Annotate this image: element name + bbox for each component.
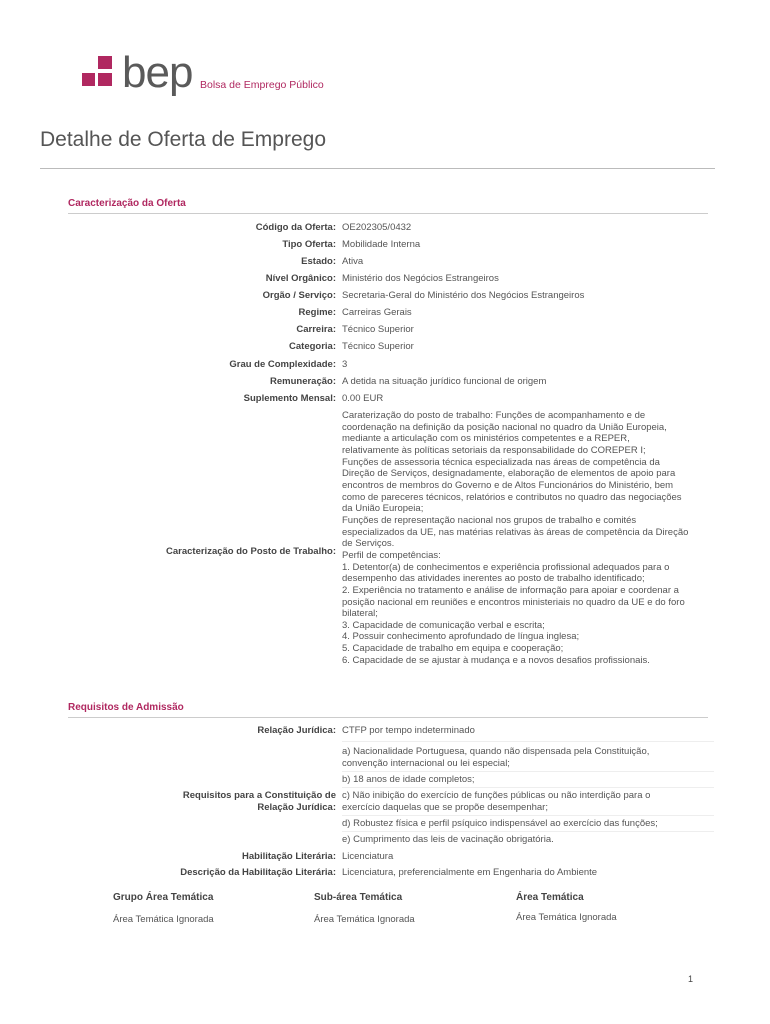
text-line: a) Nacionalidade Portuguesa, quando não dispensada pela Constituição, bbox=[342, 746, 650, 757]
text-line: especializados da UE, nas matérias relativas às áreas de competência da Direção bbox=[342, 526, 689, 538]
field-label: Código da Oferta: bbox=[255, 222, 336, 233]
logo-tagline: Bolsa de Emprego Público bbox=[200, 79, 324, 91]
field-label: Remuneração: bbox=[270, 376, 336, 387]
field-value: OE202305/0432 bbox=[342, 222, 412, 233]
requisito-item bbox=[342, 834, 714, 846]
text-line: Perfil de competências: bbox=[342, 549, 441, 561]
text-line: posição nacional em reuniões e encontros ministeriais no quadro da UE e do foro bbox=[342, 596, 685, 608]
section-divider bbox=[68, 717, 708, 718]
text-line: mediante a articulação com os ministérios competentes e a REPER, bbox=[342, 433, 630, 445]
field-value: Secretaria-Geral do Ministério dos Negócios Estrangeiros bbox=[342, 290, 585, 301]
field-value: A detida na situação jurídico funcional de origem bbox=[342, 376, 547, 387]
title-divider bbox=[40, 168, 715, 169]
text-line: 1. Detentor(a) de conhecimentos e experiência profissional adequados para o bbox=[342, 561, 670, 573]
field-label: Suplemento Mensal: bbox=[243, 393, 336, 404]
requisito-item bbox=[342, 790, 714, 813]
field-value: Ativa bbox=[342, 256, 364, 267]
field-value: 0.00 EUR bbox=[342, 393, 384, 404]
text-line: 3. Capacidade de comunicação verbal e escrita; bbox=[342, 619, 545, 631]
row-separator bbox=[342, 831, 714, 832]
logo-wordmark: bep bbox=[122, 48, 193, 97]
table-header: Grupo Área Temática bbox=[113, 892, 214, 903]
text-line: Funções de assessoria técnica especializada nas áreas de competência da bbox=[342, 456, 660, 468]
field-label: Habilitação Literária: bbox=[242, 851, 336, 862]
field-label: Regime: bbox=[298, 307, 336, 318]
field-label: Tipo Oferta: bbox=[282, 239, 336, 250]
field-value: Licenciatura, preferencialmente em Engenharia do Ambiente bbox=[342, 867, 598, 878]
table-header: Área Temática bbox=[516, 892, 584, 903]
field-label: Orgão / Serviço: bbox=[262, 290, 336, 301]
field-value: Técnico Superior bbox=[342, 324, 414, 335]
field-value: Licenciatura bbox=[342, 851, 394, 862]
field-label: Estado: bbox=[301, 256, 336, 267]
section-title-requisitos: Requisitos de Admissão bbox=[68, 702, 184, 713]
field-value: Ministério dos Negócios Estrangeiros bbox=[342, 273, 499, 284]
table-cell: Área Temática Ignorada bbox=[516, 912, 617, 923]
posto-trabalho-description bbox=[342, 410, 714, 666]
text-line: 5. Capacidade de trabalho em equipa e cooperação; bbox=[342, 643, 564, 655]
text-line: coordenação na definição da posição nacional no quadro da União Europeia, bbox=[342, 421, 667, 433]
text-line: 6. Capacidade de se ajustar à mudança e a novos desafios profissionais. bbox=[342, 654, 650, 666]
page-title: Detalhe de Oferta de Emprego bbox=[40, 128, 327, 151]
text-line: de Serviços. bbox=[342, 538, 395, 550]
text-line: encontros de membros do Governo e de Altos Funcionários do Ministério, bem bbox=[342, 479, 674, 491]
table-cell: Área Temática Ignorada bbox=[113, 914, 214, 925]
text-line: bilateral; bbox=[342, 608, 378, 620]
field-label: Grau de Complexidade: bbox=[229, 359, 336, 370]
text-line: Direção de Serviços, designadamente, elaboração de elementos de apoio para bbox=[342, 468, 676, 480]
requisito-item bbox=[342, 818, 714, 830]
text-line: b) 18 anos de idade completos; bbox=[342, 774, 475, 785]
field-label: Nível Orgânico: bbox=[265, 273, 336, 284]
text-line: 2. Experiência no tratamento e análise de informação para apoiar e coordenar a bbox=[342, 584, 679, 596]
requisito-item bbox=[342, 746, 714, 769]
page-number: 1 bbox=[688, 974, 694, 984]
field-value: CTFP por tempo indeterminado bbox=[342, 725, 475, 736]
row-separator bbox=[342, 741, 714, 742]
section-title-caracterizacao: Caracterização da Oferta bbox=[68, 198, 186, 209]
bep-logo bbox=[82, 48, 342, 106]
row-separator bbox=[342, 815, 714, 816]
text-line: 4. Possuir conhecimento aprofundado de língua inglesa; bbox=[342, 631, 580, 643]
text-line: exercício daquelas que se propõe desempenhar; bbox=[342, 801, 548, 813]
field-label: Carreira: bbox=[296, 324, 336, 335]
field-value: Carreiras Gerais bbox=[342, 307, 412, 318]
text-line: desempenho das atividades inerentes ao posto de trabalho identificado; bbox=[342, 573, 645, 585]
text-line: relativamente às políticas setoriais da responsabilidade do COREPER I; bbox=[342, 444, 646, 456]
field-label: Categoria: bbox=[289, 341, 336, 352]
text-line: Caraterização do posto de trabalho: Funções de acompanhamento e de bbox=[342, 410, 646, 421]
section-divider bbox=[68, 213, 708, 214]
field-value: Técnico Superior bbox=[342, 341, 414, 352]
text-line: e) Cumprimento das leis de vacinação obrigatória. bbox=[342, 834, 554, 845]
field-label: Relação Jurídica: bbox=[257, 725, 336, 736]
requisito-item bbox=[342, 774, 714, 786]
text-line: como de pareceres técnicos, relatórios e contributos no quadro das negociações bbox=[342, 491, 682, 503]
field-value: Mobilidade Interna bbox=[342, 239, 421, 250]
text-line: d) Robustez física e perfil psíquico indispensável ao exercício das funções; bbox=[342, 818, 658, 829]
table-header: Sub-área Temática bbox=[314, 892, 403, 903]
table-cell: Área Temática Ignorada bbox=[314, 914, 415, 925]
field-value: 3 bbox=[342, 359, 348, 370]
field-label: Relação Jurídica: bbox=[257, 802, 336, 813]
field-label: Descrição da Habilitação Literária: bbox=[180, 867, 336, 878]
text-line: c) Não inibição do exercício de funções públicas ou não interdição para o bbox=[342, 790, 651, 801]
field-label: Requisitos para a Constituição de bbox=[182, 790, 336, 801]
row-separator bbox=[342, 787, 714, 788]
text-line: Funções de representação nacional nos grupos de trabalho e comités bbox=[342, 514, 637, 526]
row-separator bbox=[342, 771, 714, 772]
field-label: Caracterização do Posto de Trabalho: bbox=[166, 546, 336, 557]
text-line: convenção internacional ou lei especial; bbox=[342, 757, 510, 769]
logo-squares-icon bbox=[82, 56, 118, 96]
text-line: da União Europeia; bbox=[342, 503, 424, 515]
